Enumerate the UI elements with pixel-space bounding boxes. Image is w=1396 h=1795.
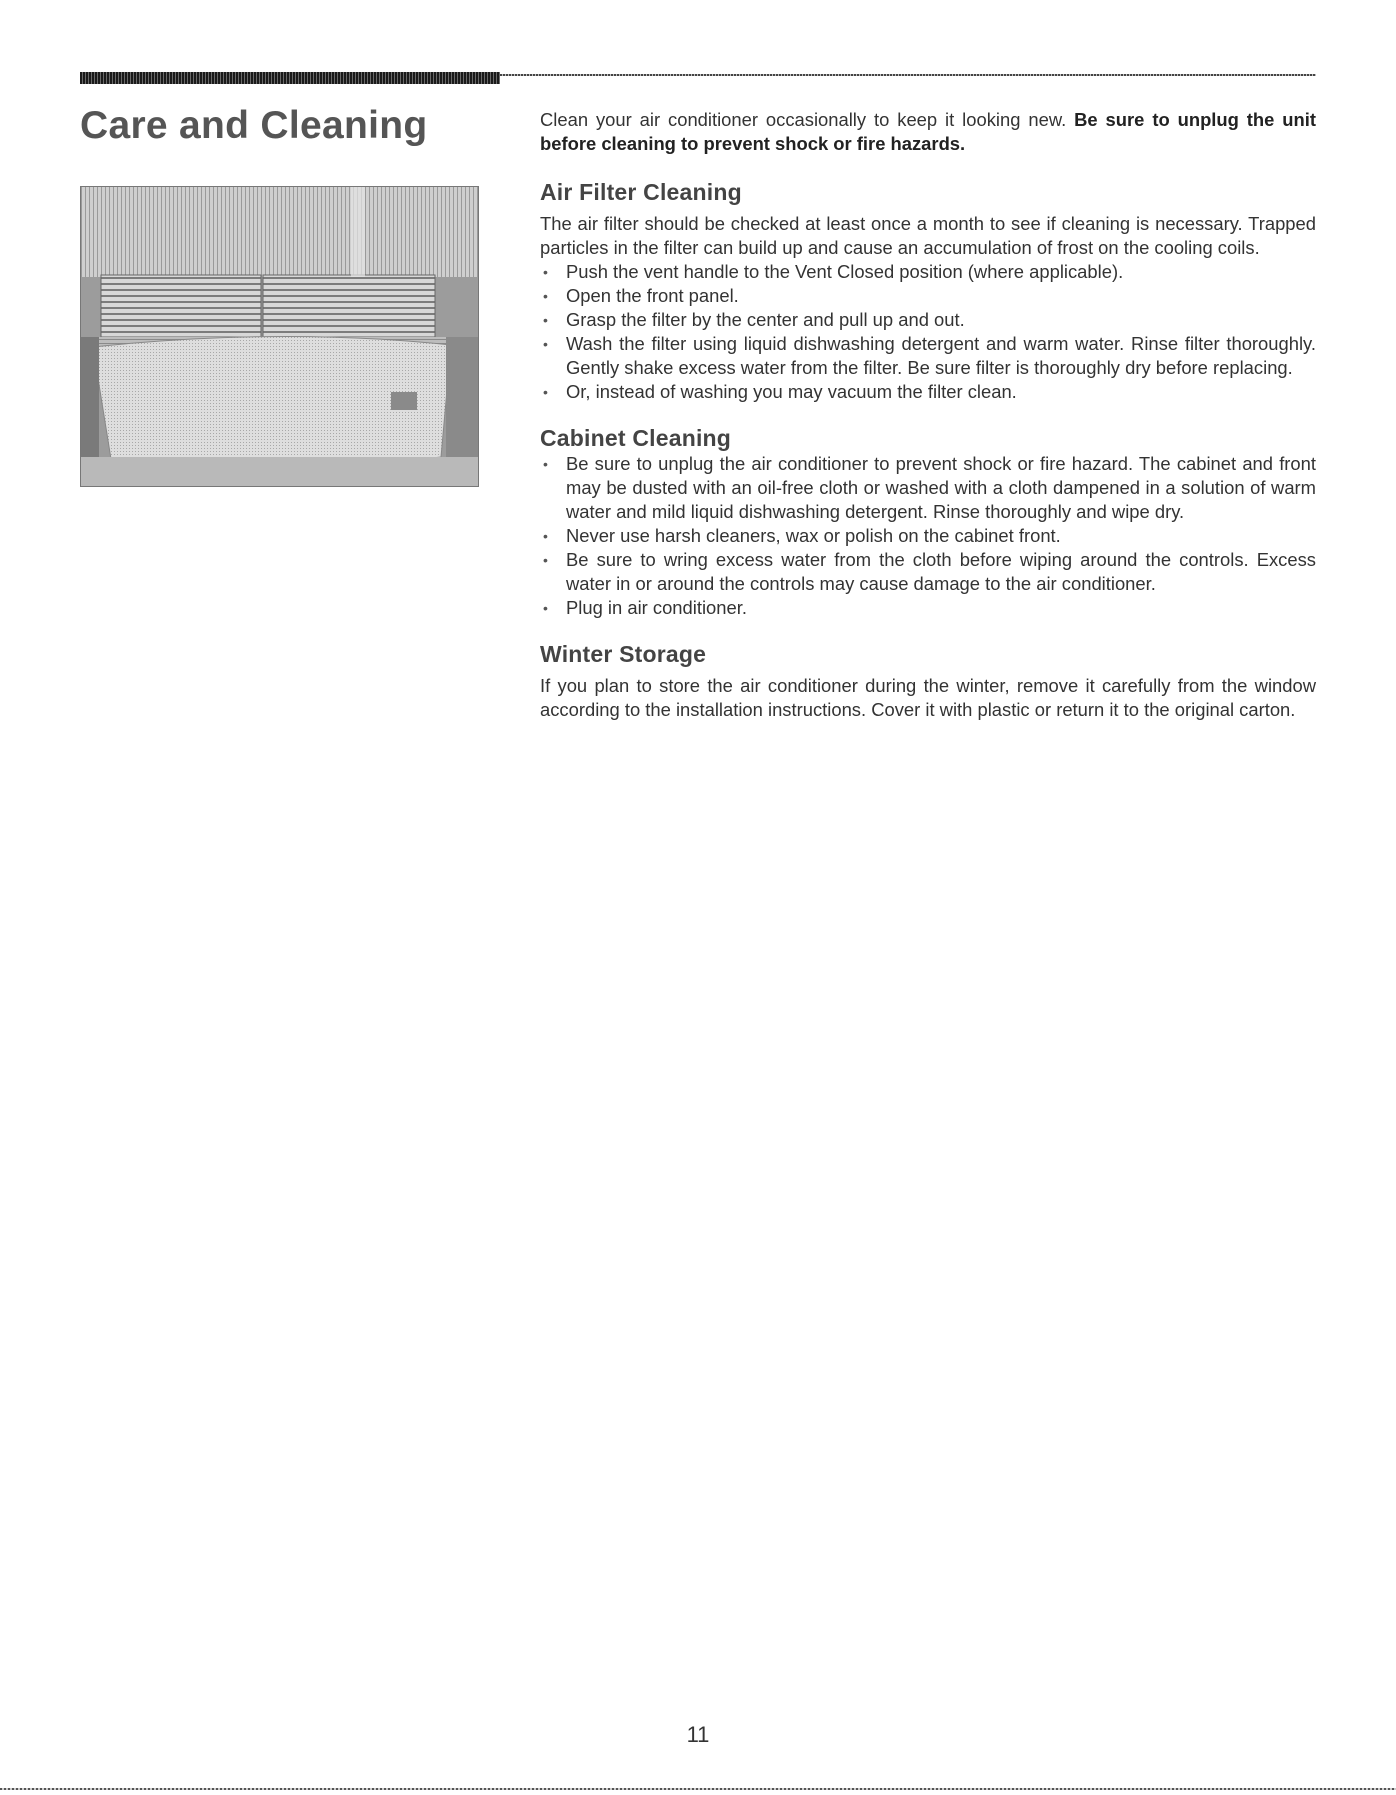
list-item: • Plug in air conditioner. — [540, 596, 1316, 620]
header-rule — [80, 72, 1316, 86]
winter-paragraph: If you plan to store the air conditioner during the winter, remove it carefully from the window according to the installation instructions. Cover it with plastic or return it to the original carton. — [540, 675, 1316, 720]
intro-warning: Be sure to unplug the unit before cleaning to prevent shock or fire hazards. — [540, 109, 1316, 154]
intro-paragraph — [540, 108, 1316, 156]
winter-heading: Winter Storage — [540, 641, 707, 667]
list-item: • Be sure to wring excess water from the cloth before wiping around the controls. Excess water in or around the controls may cause damage to the air conditioner. — [540, 548, 1316, 596]
photo-hand — [391, 392, 417, 410]
air-filter-heading: Air Filter Cleaning — [540, 179, 742, 205]
list-item: • Be sure to unplug the air conditioner to prevent shock or fire hazard. The cabinet and front may be dusted with an oil-free cloth or washed with a cloth dampened in a solution of warm water and mild liquid dishwashing detergent. Rinse thoroughly and wipe dry. — [540, 452, 1316, 524]
photo-vent-left — [101, 275, 261, 337]
list-item: • Never use harsh cleaners, wax or polish on the cabinet front. — [540, 524, 1316, 548]
list-item: • Open the front panel. — [540, 284, 1316, 308]
filter-photo — [80, 186, 479, 487]
cabinet-steps — [540, 452, 1316, 620]
header-rule-thin — [500, 74, 1316, 76]
list-item: • Push the vent handle to the Vent Closed position (where applicable). — [540, 260, 1316, 284]
intro-text: Clean your air conditioner occasionally to keep it looking new. — [540, 109, 1075, 130]
air-filter-section — [540, 178, 1316, 404]
bottom-rule — [0, 1788, 1396, 1790]
winter-section — [540, 640, 1316, 722]
list-item: • Grasp the filter by the center and pull up and out. — [540, 308, 1316, 332]
page-title: Care and Cleaning — [80, 104, 428, 147]
list-item: • Wash the filter using liquid dishwashing detergent and warm water. Rinse filter thoroughly. Gently shake excess water from the filter. Be sure filter is thoroughly dry before replacing. — [540, 332, 1316, 380]
content-column — [540, 108, 1316, 722]
list-item: • Or, instead of washing you may vacuum the filter clean. — [540, 380, 1316, 404]
photo-vent-right — [263, 275, 435, 337]
cabinet-heading: Cabinet Cleaning — [540, 425, 732, 451]
page-number: 11 — [686, 1722, 710, 1747]
air-filter-paragraph: The air filter should be checked at least once a month to see if cleaning is necessary. Trapped particles in the filter can build up and cause an accumulation of frost on the cooling coils. — [540, 213, 1316, 258]
header-rule-thick — [80, 72, 500, 84]
air-filter-steps — [540, 260, 1316, 404]
cabinet-section — [540, 424, 1316, 620]
